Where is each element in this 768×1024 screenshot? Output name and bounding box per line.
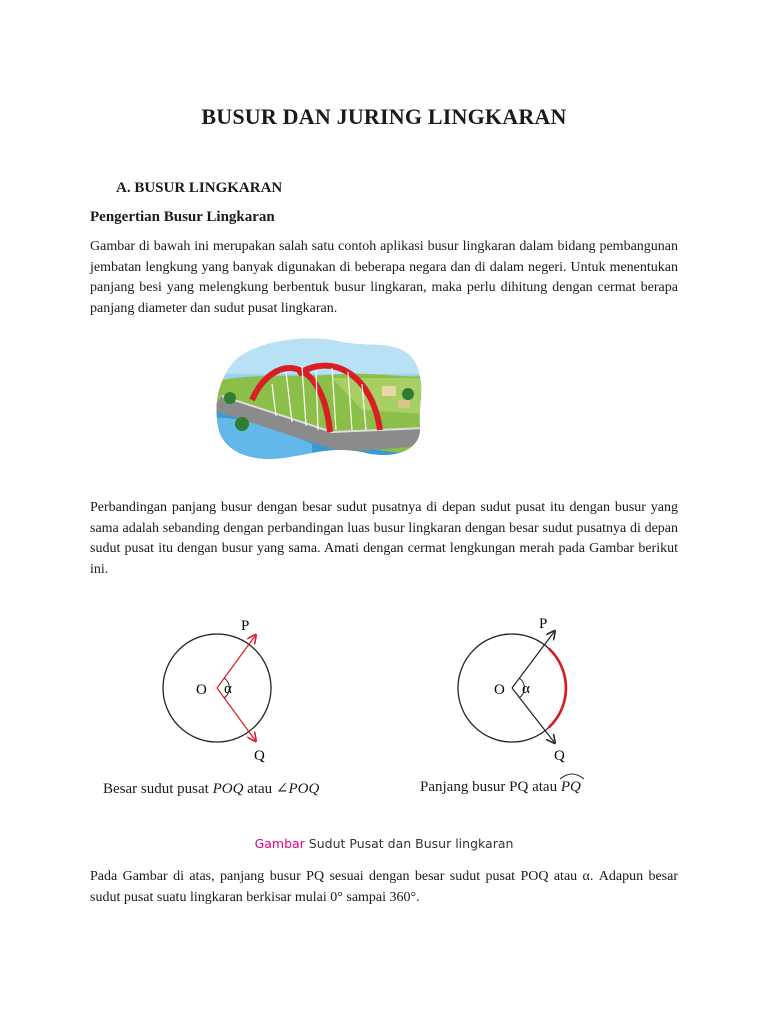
right-label-q: Q (554, 748, 565, 764)
right-label-o: O (494, 682, 505, 698)
left-diagram-caption (103, 779, 319, 798)
right-label-alpha: α (522, 681, 530, 697)
section-heading-a: A. BUSUR LINGKARAN (116, 180, 283, 196)
left-caption-mid: atau (243, 781, 276, 797)
figure-caption-text: Sudut Pusat dan Busur lingkaran (304, 836, 514, 851)
right-label-p: P (539, 616, 548, 632)
left-label-alpha: α (224, 681, 232, 697)
arc-symbol-icon (559, 772, 585, 780)
right-caption-arc-text: PQ (560, 779, 581, 795)
paragraph-1: Gambar di bawah ini merupakan salah satu contoh aplikasi busur lingkaran dalam bidang pembangunan jembatan lengkung yang banyak digunakan di beberapa negara dan di dalam negeri. Untuk menentukan panjang besi yang melengkung berbentuk busur lingkaran, maka perlu dihitung dengan cermat berapa panjang diameter dan sudut pusat lingkaran. (90, 239, 678, 316)
right-caption-prefix: Panjang busur PQ atau (420, 779, 561, 795)
left-label-p: P (241, 618, 250, 634)
figure-caption (0, 836, 768, 851)
central-angle-diagrams (140, 610, 640, 790)
right-diagram-caption (420, 779, 581, 796)
left-label-q: Q (254, 748, 265, 764)
subheading: Pengertian Busur Lingkaran (90, 209, 275, 225)
left-circle-diagram (163, 618, 271, 764)
left-caption-angle: ∠POQ (275, 781, 320, 797)
left-caption-poq: POQ (212, 781, 244, 797)
right-caption-arc (561, 779, 581, 796)
left-label-o: O (196, 682, 207, 698)
page-title: BUSUR DAN JURING LINGKARAN (201, 104, 567, 129)
paragraph-2: Perbandingan panjang busur dengan besar sudut pusatnya di depan sudut pusat itu dengan busur yang sama adalah sebanding dengan perbandingan luas busur lingkaran dengan besar sudut pusatnya di depan sudut pusat itu dengan busur yang sama. Amati dengan cermat lengkungan merah pada Gambar berikut ini. (90, 500, 678, 577)
right-circle-diagram (458, 616, 566, 764)
paragraph-3: Pada Gambar di atas, panjang busur PQ sesuai dengan besar sudut pusat POQ atau α. Adapun besar sudut pusat suatu lingkaran berkisar mulai 0° sampai 360°. (90, 869, 678, 905)
bridge-illustration (212, 334, 424, 462)
left-caption-prefix: Besar sudut pusat (103, 781, 213, 797)
figure-caption-lead: Gambar (254, 836, 305, 851)
